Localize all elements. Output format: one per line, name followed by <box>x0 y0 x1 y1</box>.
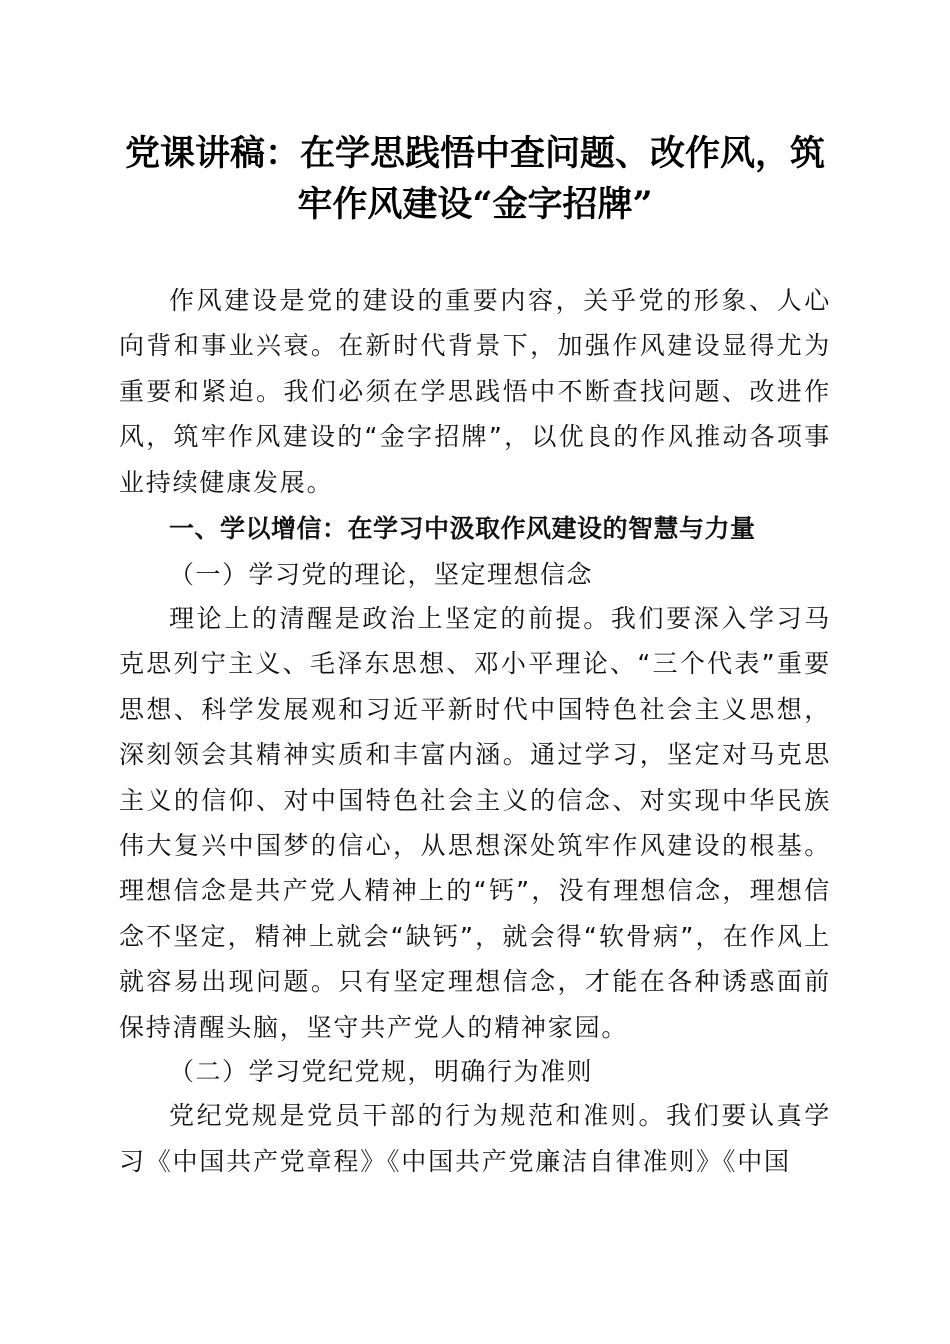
subsection-1-paragraph: 理论上的清醒是政治上坚定的前提。我们要深入学习马克思列宁主义、毛泽东思想、邓小平理论、“三个代表”重要思想、科学发展观和习近平新时代中国特色社会主义思想，深刻领会其精神实质和丰富内涵。通过学习，坚定对马克思主义的信仰、对中国特色社会主义的信念、对实现中华民族伟大复兴中国梦的信心，从思想深处筑牢作风建设的根基。理想信念是共产党人精神上的“钙”，没有理想信念，理想信念不坚定，精神上就会“缺钙”，就会得“软骨病”，在作风上就容易出现问题。只有坚定理想信念，才能在各种诱惑面前保持清醒头脑，坚守共产党人的精神家园。 <box>119 604 831 1042</box>
document-title <box>100 128 850 230</box>
title-line-2: 牢作风建设“金字招牌” <box>297 184 653 225</box>
subsection-2-heading: （二）学习党纪党规，明确行为准则 <box>169 1057 594 1087</box>
subsection-2-paragraph: 党纪党规是党员干部的行为规范和准则。我们要认真学习《中国共产党章程》《中国共产党廉洁自律准则》《中国 <box>119 1101 831 1176</box>
subsection-1-heading: （一）学习党的理论，坚定理想信念 <box>169 560 594 590</box>
section-1-heading: 一、学以增信：在学习中汲取作风建设的智慧与力量 <box>169 514 756 544</box>
document-body <box>119 278 831 1184</box>
title-line-1: 党课讲稿：在学思践悟中查问题、改作风，筑 <box>124 133 825 174</box>
intro-paragraph: 作风建设是党的建设的重要内容，关乎党的形象、人心向背和事业兴衰。在新时代背景下，加强作风建设显得尤为重要和紧迫。我们必须在学思践悟中不断查找问题、改进作风，筑牢作风建设的“金字招牌”，以优良的作风推动各项事业持续健康发展。 <box>119 286 831 497</box>
